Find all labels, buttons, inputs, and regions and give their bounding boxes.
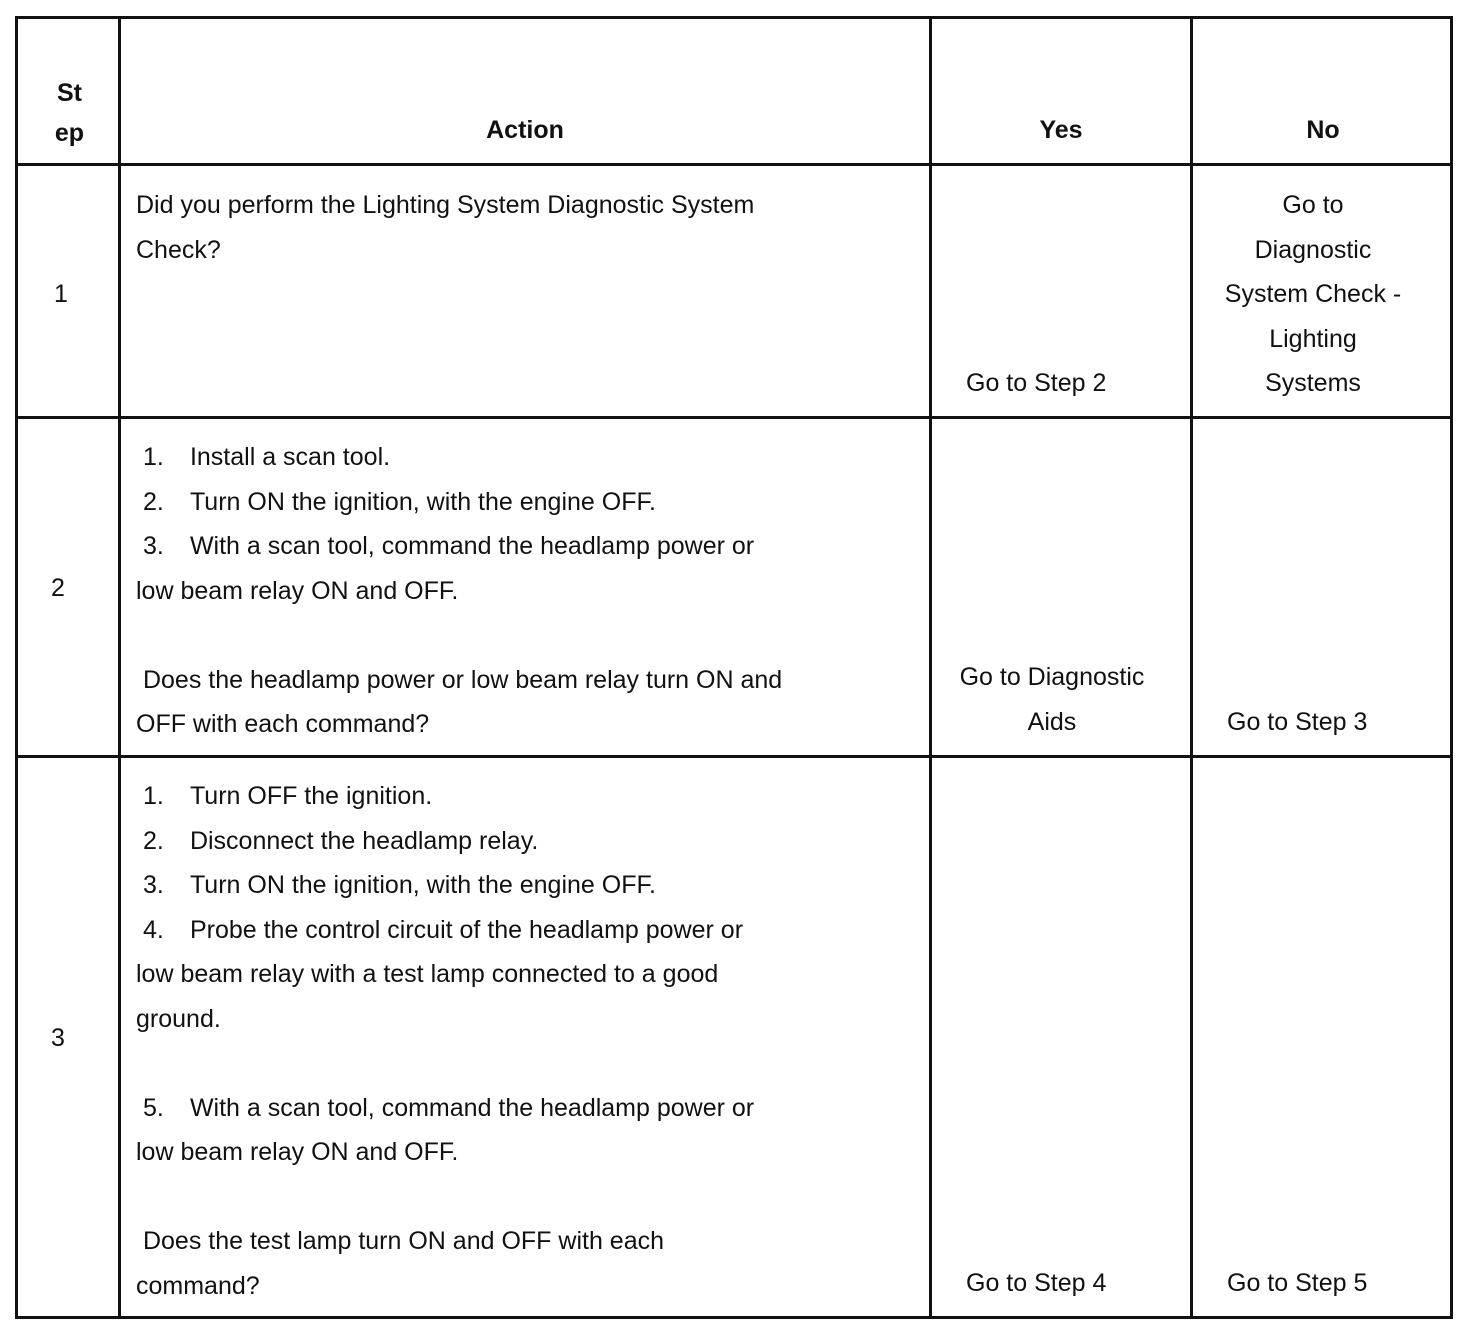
list-item: 4. Probe the control circuit of the headlamp power or	[142, 915, 744, 944]
question-line: OFF with each command?	[136, 710, 430, 738]
yes-result: Go to Step 4	[966, 1269, 1107, 1297]
list-item-continuation: ground.	[136, 1004, 221, 1033]
header-action: Action	[486, 116, 564, 144]
question-line: Does the test lamp turn ON and OFF with each	[142, 1227, 665, 1255]
question-line: command?	[136, 1271, 260, 1300]
question-line: Does the headlamp power or low beam relay turn ON and	[142, 665, 783, 694]
list-item: 1. Install a scan tool.	[142, 443, 391, 471]
header-step-line2: ep	[54, 119, 85, 147]
list-item: 2. Turn ON the ignition, with the engine OFF.	[142, 487, 656, 516]
header-step-line1: St	[57, 79, 82, 107]
list-item: 5. With a scan tool, command the headlamp power or	[142, 1093, 755, 1122]
row-divider	[18, 755, 1450, 758]
header-no: No	[1306, 116, 1340, 144]
action-line: Check?	[136, 235, 221, 264]
list-item-continuation: low beam relay ON and OFF.	[136, 1138, 459, 1166]
action-text	[136, 435, 926, 747]
yes-result-line: Go to Diagnostic	[959, 663, 1145, 691]
yes-result-line: Aids	[1027, 707, 1077, 736]
no-result: Go to Step 3	[1227, 708, 1368, 736]
list-item-continuation: low beam relay with a test lamp connected to a good	[136, 960, 719, 988]
action-text	[136, 774, 926, 1308]
list-item: 3. Turn ON the ignition, with the engine OFF.	[142, 871, 656, 899]
no-result-line: Lighting	[1269, 324, 1357, 353]
no-result-line: Systems	[1265, 369, 1361, 397]
no-result-line: Go to	[1282, 191, 1344, 219]
list-item: 3. With a scan tool, command the headlamp power or	[142, 532, 755, 560]
step-number: 3	[51, 1024, 65, 1052]
step-number: 1	[54, 280, 68, 308]
no-result-line: Diagnostic	[1254, 235, 1372, 264]
step-number: 2	[51, 574, 65, 602]
column-divider	[118, 19, 121, 1316]
action-text	[136, 183, 926, 272]
yes-result: Go to Step 2	[966, 369, 1107, 397]
yes-result	[932, 655, 1172, 744]
list-item-continuation: low beam relay ON and OFF.	[136, 576, 459, 605]
list-item: 1. Turn OFF the ignition.	[142, 782, 433, 810]
no-result: Go to Step 5	[1227, 1269, 1368, 1297]
no-result-line: System Check -	[1224, 280, 1402, 308]
action-line: Did you perform the Lighting System Diagnostic System	[136, 191, 755, 219]
no-result	[1193, 183, 1433, 406]
header-yes: Yes	[1039, 116, 1083, 144]
header-step	[21, 73, 118, 153]
diagnostic-table	[15, 16, 1453, 1319]
row-divider	[18, 163, 1450, 166]
list-item: 2. Disconnect the headlamp relay.	[142, 826, 539, 855]
row-divider	[18, 416, 1450, 419]
